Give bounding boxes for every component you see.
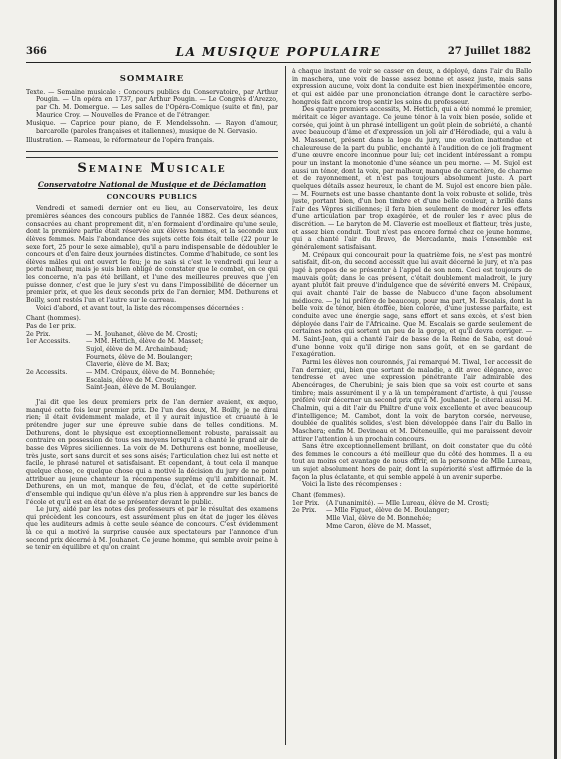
sommaire-list <box>26 89 278 145</box>
prize-line: 1er Prix. (A l'unanimité). — Mlle Lureau, élève de M. Crosti; <box>292 499 490 507</box>
sommaire-item: Illustration. — Rameau, le réformateur de l'opéra français. <box>26 136 215 144</box>
prize-list-men <box>26 315 278 392</box>
prize-line: Escalais, élève de M. Crosti; <box>86 376 177 384</box>
prize-line: Mme Caron, élève de M. Masset, <box>326 522 432 530</box>
header-rule <box>26 62 531 63</box>
paragraph: Voici d'abord, et avant tout, la liste des récompenses décernées : <box>36 304 244 312</box>
paragraph: Sans être exceptionnellement brillant, on doit constater que du côté des femmes le concours a été meilleur que du côté des hommes. Il a eu tout au moins cet avantage de nous offrir, en la personne de Mlle Lureau, un sujet absolument hors de pair, dont la supériorité s'est affirmée de la façon la plus éclatante, et qui semble appelé à un avenir superbe. <box>292 443 532 481</box>
divider <box>26 151 278 152</box>
paragraph: Vendredi et samedi dernier ont eu lieu, au Conservatoire, les deux premières séances des concours publics de l'année 1882. Ces deux séances, consacrées au chant proprement dit, n'en formaient d'ordinaire qu'une seule, dont la première partie était réservée aux élèves hommes, et la seconde aux élèves femmes. Mais l'abondance des sujets cette fois était telle (22 pour le sexe fort, 25 pour le sexe aimable), qu'il a paru indispensable de dédoubler le concours et d'en faire deux journées distinctes. Comme d'habitude, ce sont les élèves mâles qui ont ouvert le feu; je ne sais si c'est le vendredi qui leur a porté malheur, mais je suis bien obligé de constater que le combat, en ce qui les concerne, n'a pas été brillant, et l'une des meilleures preuves que j'en puisse donner, c'est que le jury s'est vu dans l'impossibilité de décerner un premier prix, et que les deux seconds prix de l'an dernier, MM. Dethurens et Boilly, sont restés l'un et l'autre sur le carreau. <box>26 205 278 305</box>
prize-line: Pas de 1er prix. <box>26 323 77 331</box>
prize-line: Saint-Jean, élève de M. Boulanger. <box>86 384 197 392</box>
column-separator <box>285 66 286 745</box>
right-column <box>292 68 532 749</box>
left-column <box>26 68 278 749</box>
sommaire-item: Musique. — Caprice pour piano, de F. Mendelssohn. — Rayon d'amour, barcarolle (paroles françaises et italiennes), musique de N. Gervasio. <box>26 120 278 135</box>
publication-title: LA MUSIQUE POPULAIRE <box>175 45 382 59</box>
page-edge <box>554 0 557 759</box>
page-header <box>26 46 531 60</box>
prize-line: Claverie, élève de M. Bax; <box>86 361 170 369</box>
sommaire-item: Texte. — Semaine musicale : Concours publics du Conservatoire, par Arthur Pougin. — Un opéra en 1737, par Arthur Pougin. — Le Congrès d'Arezzo, par Ch. M. Domergue. — Les salles de l'Opéra-Comique (suite et fin), par Maurice Croy. — Nouvelles de France et de l'étranger. <box>26 88 278 119</box>
prize-line: 2e Accessits. — MM. Crépaux, élève de M. Bonnehée; <box>26 369 215 376</box>
prize-line: Sujol, élève de M. Archainbaud; <box>86 346 189 354</box>
paragraph: J'ai dit que les deux premiers prix de l'an dernier avaient, ex æquo, manqué cette fois leur premier prix. De l'un des deux, M. Boilly, je ne dirai rien; il était évidemment malade, et il y aurait injustice et cruauté à le prétendre juger sur une épreuve subie dans de telles conditions. M. Dethurens, dont le physique est exceptionnellement robuste, paraissait au contraire en possession de tous ses moyens lorsqu'il a chanté le grand air de basse des Vêpres siciliennes. La voix de M. Dethurens est bonne, moelleuse, très juste, sort sans durcit et ses sons aisés; l'articulation chez lui est nette et facile, le phrasé naturel et satisfaisant. Et cependant, à tout cela il manque quelque chose, ce quelque chose qui a motivé la décision du jury de ne point attribuer au jeune chanteur la récompense suprême qu'il ambitionnait. M. Dethurens, en un mot, manque de feu, d'éclat, et de cette supériorité d'ensemble qui indique qu'un élève n'a plus rien à apprendre sur les bancs de l'école et qu'il est en état de se présenter devant le public. <box>26 398 278 506</box>
paragraph: à chaque instant de voir se casser en deux, a déployé, dans l'air du Ballo in maschera, une voix de basse assez bonne et assez juste, mais sans expression aucune, voix dont la conduite est bien inexpérimentée encore, et qui est aidée par une prononciation étrange dont le caractère serbo-hongrois fait encore trop sentir les soins du professeur. <box>292 68 532 106</box>
prize-line: 1er Accessits. — MM. Hettich, élève de M. Masset; <box>26 338 204 346</box>
divider <box>26 157 278 158</box>
prize-list-women <box>292 492 532 530</box>
prize-heading: Chant (femmes). <box>292 492 346 500</box>
paragraph: Parmi les élèves non couronnés, j'ai remarqué M. Tiwal, 1er accessit de l'an dernier, qui, bien que sortant de maladie, a dit avec élégance, avec tendresse et avec une expression pénétrante l'air admirable des Abencérages, de Cherubini; je sais bien que sa voix est courte et sans timbre; mais assurément il y a là un tempérament d'artiste, à qui j'eusse préféré voir décerner un second prix qu'à M. Jouhanet. Je citerai aussi M. Chalmin, qui a dit l'air du Philtre d'une voix excellente et avec beaucoup d'intelligence; M. Cambot, dont la voix de baryton corsée, nerveuse, doublée de qualités solides, s'est bien développée dans l'air du Ballo in Maschera; enfin M. Devineau et M. Déteneuille, qui me paraissent devoir attirer l'attention à un prochain concours. <box>292 358 532 443</box>
section-title: Semaine Musicale <box>77 161 227 177</box>
paragraph: Voici la liste des récompenses : <box>302 481 402 489</box>
article-heading: CONCOURS PUBLICS <box>106 192 198 201</box>
prize-line: 2e Prix. — M. Jouhanet, élève de M. Crosti; <box>26 330 198 338</box>
section-subtitle: Conservatoire National de Musique et de Déclamation <box>37 179 267 189</box>
paragraph: Des quatre premiers accessits, M. Hettich, qui a été nommé le premier, méritait ce léger avantage. Ce jeune ténor à la voix bien posée, solide et corsée, qui joint à un phrasé intelligent un goût plein de sobriété, a chanté avec beaucoup d'âme et d'expression un joli air d'Hérodiade, qui a valu à M. Massenet, présent dans la loge du jury, une ovation inattendue et chaleureuse de la part du public, enchanté à l'audition de ce joli fragment d'une œuvre encore inconnue pour lui; cet incident intéressant a rompu pour un instant la monotonie d'une séance un peu morne. — M. Sujol est aussi un ténor, dont la voix, par malheur, manque de caractère, de charme et de rayonnement, et n'est pas toujours absolument juste. A part quelques détails assez heureux, le chant de M. Sujol est encore bien pâle. — M. Fournets est une basse chantante dont la voix robuste et solide, très juste, portant bien, d'un bon timbre et d'une belle couleur, a brillé dans l'air des Vêpres siciliennes; il fera bien seulement de modérer les effets d'une articulation par trop exagérée, et de rouler les r avec plus de discrétion. — Le baryton de M. Claverie est moelleux et flatteur, très juste, et assez bien conduit. Tout n'est pas encore formé chez ce jeune homme, qui a chanté l'air du Bravo, de Mercadante, mais l'ensemble est généralement satisfaisant. <box>292 106 532 252</box>
prize-heading: Chant (hommes). <box>26 315 81 323</box>
sommaire-title: SOMMAIRE <box>119 74 185 84</box>
prize-line: Fournets, élève de M. Boulanger; <box>86 353 193 361</box>
prize-line: Mlle Vial, élève de M. Bonnehée; <box>326 515 432 523</box>
paragraph: Le jury, aidé par les notes des professeurs et par le résultat des examens qui précèdent les concours, est assurément plus en état de juger les élèves que les auditeurs admis à cette seule séance de concours. C'est évidemment là ce qui a motivé la surprise causée aux spectateurs par l'annonce d'un second prix décerné à M. Jouhanet. Ce jeune homme, qui semble avoir peine à se tenir en équilibre et qu'on craint <box>26 506 278 552</box>
paragraph: M. Crépaux qui concourait pour la quatrième fois, ne s'est pas montré satisfait, dit-on, du second accessit que lui avait décerné le jury, et n'a pas jugé à propos de se présenter à l'appel de son nom. Ceci est toujours de mauvais goût; dans le cas présent, c'était doublement maladroit, le jury ayant plutôt fait preuve d'indulgence que de sévérité envers M. Crépaux, qui avait chanté l'air de basse de Nabucco d'une façon absolument médiocre. — Je lui préfère de beaucoup, pour ma part, M. Escalais, dont la belle voix de ténor, bien étoffée, bien colorée, d'une justesse parfaite, est conduite avec une énergie sage, sans effort et sans excès, et s'est bien déployée dans l'air de l'Africaine. Que M. Escalais se garde seulement de certaines notes qui sortent un peu de la gorge, et qu'il devra corriger. — M. Saint-Jean, qui a chanté l'air de basse de la Reine de Saba, est doué d'une bonne voix qu'il dirige non sans goût, et en se gardant de l'exagération. <box>292 251 532 359</box>
issue-date: 27 Juillet 1882 <box>447 46 531 57</box>
page-number: 366 <box>26 46 47 57</box>
prize-line: 2e Prix. — Mlle Figuet, élève de M. Boulanger; <box>292 507 450 515</box>
